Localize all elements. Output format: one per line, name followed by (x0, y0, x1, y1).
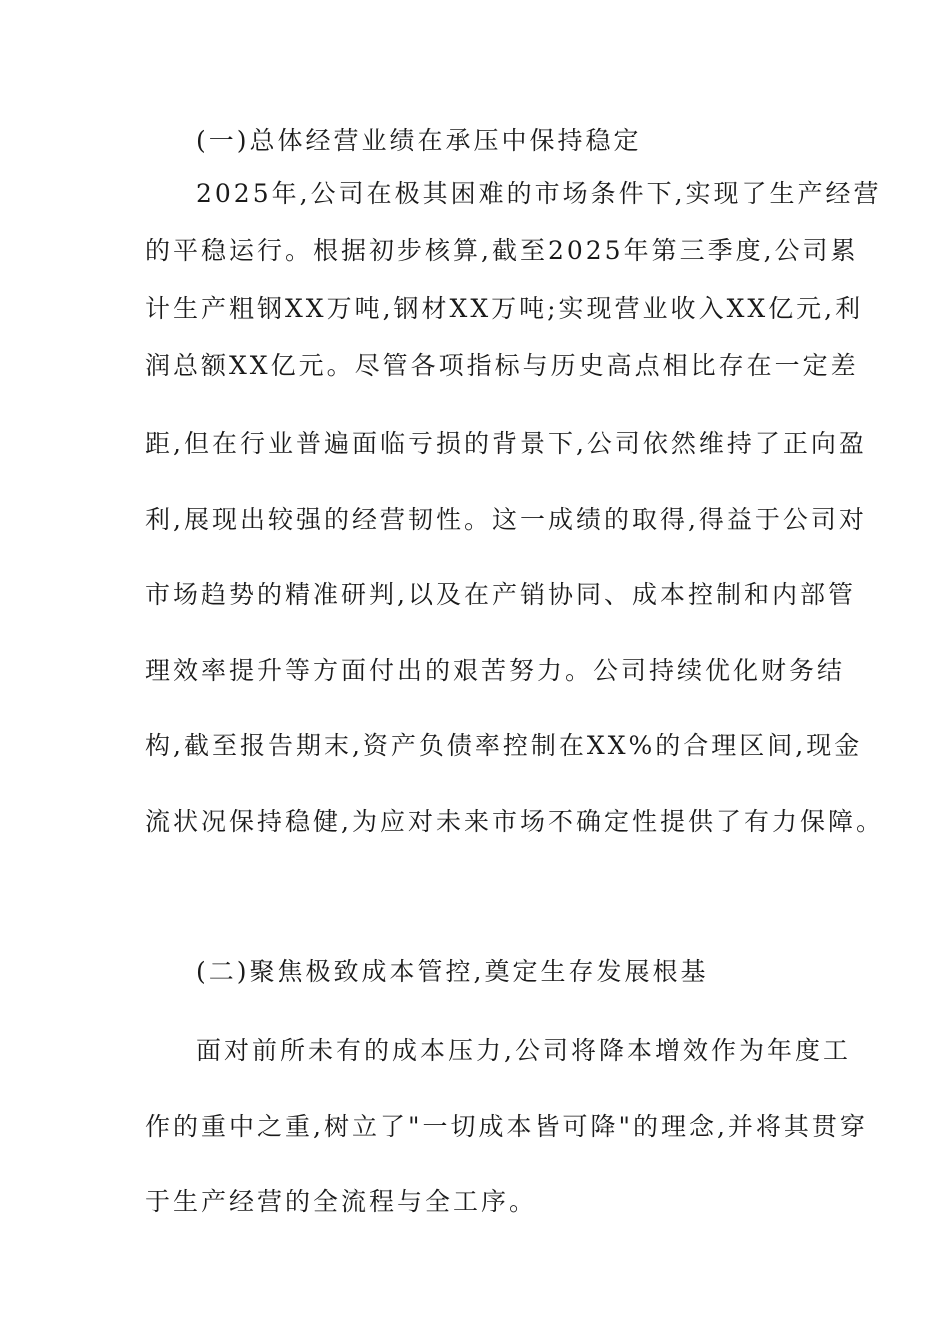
paragraph-2-line: 作的重中之重,树立了"一切成本皆可降"的理念,并将其贯穿 (145, 1112, 868, 1141)
paragraph-1-line: 的平稳运行。根据初步核算,截至2025年第三季度,公司累 (145, 236, 859, 265)
section-1-heading: (一)总体经营业绩在承压中保持稳定 (196, 126, 642, 155)
paragraph-1-line: 流状况保持稳健,为应对未来市场不确定性提供了有力保障。 (145, 807, 884, 836)
paragraph-2-line: 面对前所未有的成本压力,公司将降本增效作为年度工 (196, 1036, 851, 1065)
section-2-heading: (二)聚焦极致成本管控,奠定生存发展根基 (196, 957, 709, 986)
paragraph-1-line: 市场趋势的精准研判,以及在产销协同、成本控制和内部管 (145, 580, 856, 609)
paragraph-1-line: 计生产粗钢XX万吨,钢材XX万吨;实现营业收入XX亿元,利 (145, 294, 864, 323)
paragraph-2-line: 于生产经营的全流程与全工序。 (145, 1187, 538, 1216)
paragraph-1-line: 润总额XX亿元。尽管各项指标与历史高点相比存在一定差 (145, 351, 859, 380)
paragraph-1-line: 距,但在行业普遍面临亏损的背景下,公司依然维持了正向盈 (145, 429, 867, 458)
paragraph-1-line: 构,截至报告期末,资产负债率控制在XX%的合理区间,现金 (145, 731, 863, 760)
paragraph-1-line: 2025年,公司在极其困难的市场条件下,实现了生产经营 (196, 179, 882, 208)
paragraph-1-line: 利,展现出较强的经营韧性。这一成绩的取得,得益于公司对 (145, 505, 867, 534)
paragraph-1-line: 理效率提升等方面付出的艰苦努力。公司持续优化财务结 (145, 656, 846, 685)
